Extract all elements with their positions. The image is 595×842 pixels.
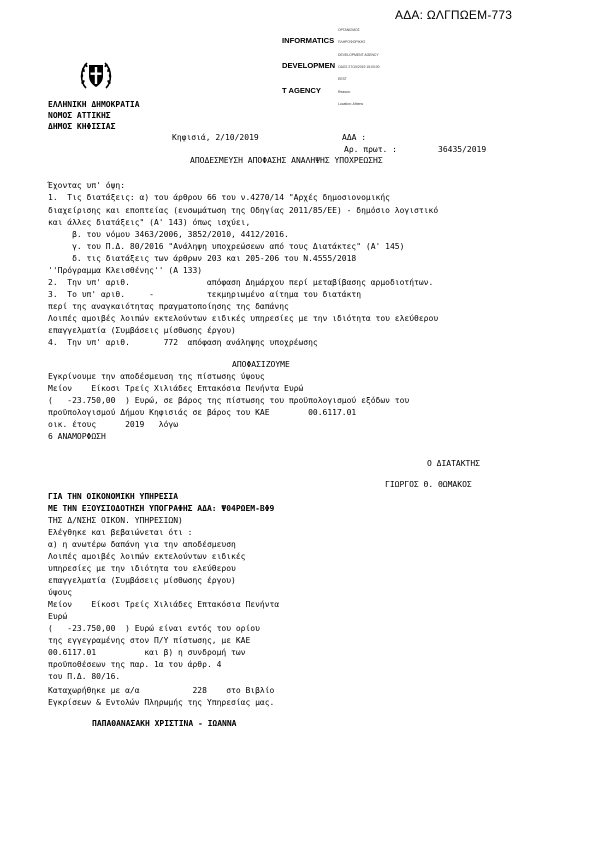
ada-code: ΑΔΑ: ΩΛΓΠΩΕΜ-773 <box>395 8 513 22</box>
finance-line: ΤΗΣ Δ/ΝΣΗΣ ΟΙΚΟΝ. ΥΠΗΡΕΣΙΩΝ) <box>48 516 183 525</box>
finance-line: του Π.Δ. 80/16. <box>48 672 121 681</box>
decision-line: ( -23.750,00 ) Ευρώ, σε βάρος της πίστωσης του προϋπολογισμού εξόδων του <box>48 396 410 405</box>
finance-line: της εγγεγραμένης στον Π/Υ πίστωσης, με ΚΑΕ <box>48 636 251 645</box>
finance-line: Καταχωρήθηκε με α/α 228 στο Βιβλίο <box>48 686 275 695</box>
protocol-label: Αρ. πρωτ. : <box>344 145 397 154</box>
body-line: 1. Τις διατάξεις: α) του άρθρου 66 του ν.4270/14 "Αρχές δημοσιονομικής <box>48 193 390 202</box>
finance-signer: ΠΑΠΑΘΑΝΑΣΑΚΗ ΧΡΙΣΤΙΝΑ - ΙΩΑΝΝΑ <box>92 719 237 728</box>
body-line: β. του νόμου 3463/2006, 3852/2010, 4412/2016. <box>48 230 289 239</box>
authority-municipality: ΔΗΜΟΣ ΚΗΦΙΣΙΑΣ <box>48 122 116 131</box>
body-line: 2. Την υπ' αριθ. απόφαση Δημάρχου περί μεταβίβασης αρμοδιοτήτων. <box>48 278 434 287</box>
body-line: Έχοντας υπ' όψη: <box>48 181 126 190</box>
finance-line: υπηρεσίες με την ιδιότητα του ελεύθερου <box>48 564 236 573</box>
body-line: ''Πρόγραμμα Κλεισθένης'' (Α 133) <box>48 266 203 275</box>
finance-line: Ευρώ <box>48 612 68 621</box>
protocol-number: 36435/2019 <box>438 145 487 154</box>
finance-line: Ελέγθηκε και βεβαιώνεται ότι : <box>48 528 193 537</box>
finance-line: 00.6117.01 και β) η συνδρομή των <box>48 648 246 657</box>
finance-line: επαγγελματία (Συμβάσεις μίσθωσης έργου) <box>48 576 236 585</box>
finance-line: Μείον Είκοσι Τρείς Χιλιάδες Επτακόσια Πενήντα <box>48 600 280 609</box>
decision-line: προϋπολογισμού Δήμου Κηφισιάς σε βάρος του ΚΑΕ 00.6117.01 <box>48 408 357 417</box>
finance-line: Λοιπές αμοιβές λοιπών εκτελούντων ειδικές <box>48 552 246 561</box>
authority-prefecture: ΝΟΜΟΣ ΑΤΤΙΚΗΣ <box>48 111 111 120</box>
authority-country: ΕΛΛΗΝΙΚΗ ΔΗΜΟΚΡΑΤΙΑ <box>48 100 140 109</box>
finance-line: Εγκρίσεων & Εντολών Πληρωμής της Υπηρεσίας μας. <box>48 698 275 707</box>
signature-org-name: INFORMATICS DEVELOPMEN T AGENCY <box>282 35 336 96</box>
signature-details: ΟΡΓΑΝΙΣΜΟΣ ΠΛΗΡΟΦΟΡΙΚΗΣ DEVELOPMENT AGENCY ΟΔΟΣ 27/10/2019 15:00:00 EEST Reason: Location: Athens <box>338 28 380 106</box>
ada-label: ΑΔΑ : <box>342 133 367 142</box>
decision-line: οικ. έτους 2019 λόγω <box>48 420 179 429</box>
decision-line: Μείον Είκοσι Τρείς Χιλιάδες Επτακόσια Πενήντα Ευρώ <box>48 384 304 393</box>
finance-line: ύψους <box>48 588 73 597</box>
digital-signature-stamp <box>282 20 402 106</box>
body-line: περί της αναγκαιότητας πραγματοποίησης της δαπάνης <box>48 302 289 311</box>
finance-line: α) η ανωτέρω δαπάνη για την αποδέσμευση <box>48 540 236 549</box>
place-date: Κηφισιά, 2/10/2019 <box>172 133 259 142</box>
signatory-role: Ο ΔΙΑΤΑΚΤΗΣ <box>427 459 480 468</box>
body-line: Λοιπές αμοιβές λοιπών εκτελούντων ειδικές υπηρεσίες με την ιδιότητα του ελεύθερου <box>48 314 439 323</box>
finance-line: ( -23.750,00 ) Ευρώ είναι εντός του ορίου <box>48 624 260 633</box>
document-title: ΑΠΟΔΕΣΜΕΥΣΗ ΑΠΟΦΑΣΗΣ ΑΝΑΛΗΨΗΣ ΥΠΟΧΡΕΩΣΗΣ <box>190 156 383 165</box>
body-line: διαχείρισης και εποπτείας (ενσωμάτωση της Οδηγίας 2011/85/ΕΕ) - δημόσιο λογιστικό <box>48 206 439 215</box>
finance-line: ΜΕ ΤΗΝ ΕΞΟΥΣΙΟΔΟΤΗΣΗ ΥΠΟΓΡΑΦΗΣ ΑΔΑ: Ψ04ΡΩΕΜ-ΒΦ9 <box>48 504 275 513</box>
body-line: και άλλες διατάξεις" (Α' 143) όπως ισχύει, <box>48 218 251 227</box>
body-line: 3. Το υπ' αριθ. - τεκμηριωμένο αίτημα του διατάκτη <box>48 290 362 299</box>
decision-heading: ΑΠΟΦΑΣΙΖΟΥΜΕ <box>232 360 290 369</box>
signatory-name: ΓΙΩΡΓΟΣ Θ. ΘΩΜΑΚΟΣ <box>385 480 472 489</box>
decision-line: 6 ΑΝΑΜΟΡΦΩΣΗ <box>48 432 106 441</box>
body-line: 4. Την υπ' αριθ. 772 απόφαση ανάληψης υποχρέωσης <box>48 338 318 347</box>
decision-line: Εγκρίνουμε την αποδέσμευση της πίστωσης ύψους <box>48 372 265 381</box>
finance-line: ΓΙΑ ΤΗΝ ΟΙΚΟΝΟΜΙΚΗ ΥΠΗΡΕΣΙΑ <box>48 492 179 501</box>
finance-line: προϋποθέσεων της παρ. 1α του άρθρ. 4 <box>48 660 222 669</box>
greek-coat-of-arms-icon <box>78 58 114 94</box>
body-line: δ. τις διατάξεις των άρθρων 203 και 205-206 του Ν.4555/2018 <box>48 254 357 263</box>
body-line: γ. του Π.Δ. 80/2016 "Ανάληψη υποχρεώσεων από τους Διατάκτες" (Α' 145) <box>48 242 405 251</box>
body-line: επαγγελματία (Συμβάσεις μίσθωσης έργου) <box>48 326 236 335</box>
